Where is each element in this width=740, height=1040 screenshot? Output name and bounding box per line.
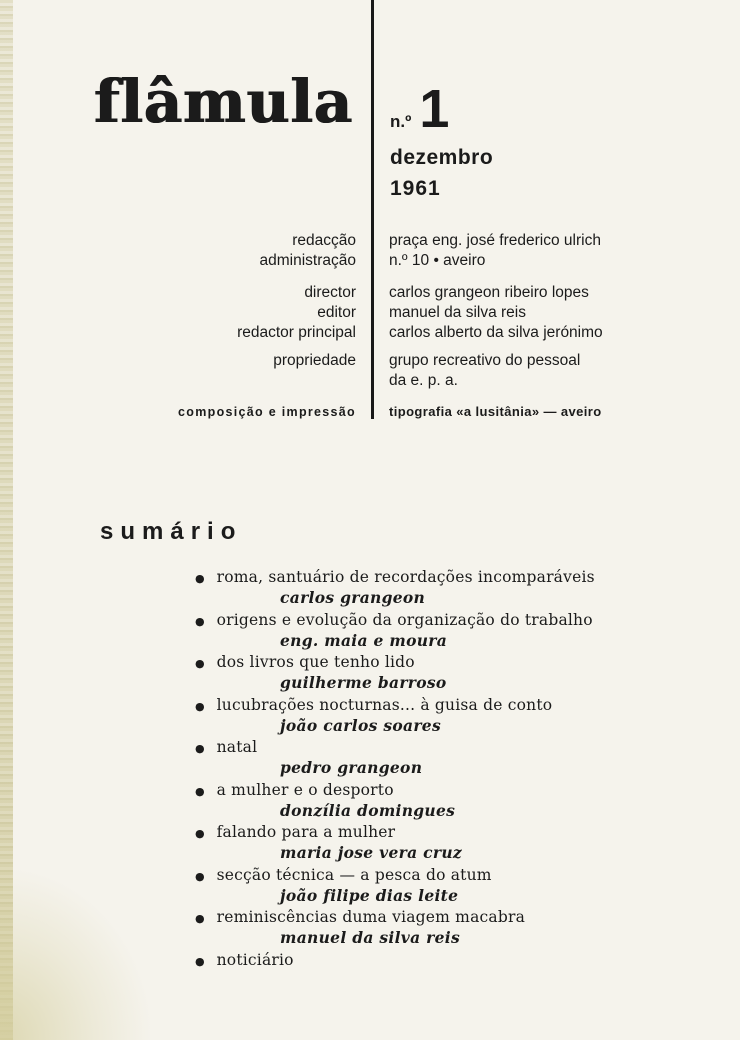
imprint-values-staff	[389, 283, 603, 343]
toc-item	[195, 696, 675, 735]
toc-item-title: roma, santuário de recordações incomparáveis	[216, 568, 595, 586]
toc-item-author: manuel da silva reis	[280, 928, 460, 947]
issue-year: 1961	[390, 177, 441, 200]
toc-item	[195, 653, 675, 692]
toc-item-title: reminiscências duma viagem macabra	[216, 908, 526, 926]
bullet-icon: ●	[195, 912, 205, 925]
bullet-icon: ●	[195, 784, 205, 798]
imprint-label: director	[304, 284, 356, 301]
toc-item-author: carlos grangeon	[280, 588, 426, 607]
imprint-labels-printing	[0, 402, 356, 422]
magazine-title: flâmula	[94, 67, 353, 136]
imprint-value: n.º 10 • aveiro	[389, 252, 486, 269]
issue-number-label: n.º	[390, 112, 412, 131]
bullet-icon: ●	[195, 869, 205, 883]
toc-item	[195, 823, 675, 862]
toc-item-title: a mulher e o desporto	[216, 780, 394, 799]
bullet-icon: ●	[195, 614, 205, 628]
toc-title-line	[195, 611, 675, 631]
toc-title-line	[195, 653, 675, 673]
toc-item	[195, 568, 675, 607]
toc-title-line	[195, 908, 675, 928]
toc-item-author: guilherme barroso	[280, 673, 447, 692]
imprint-values-redaction	[389, 231, 601, 271]
imprint-label: redacção	[292, 232, 356, 249]
toc-item	[195, 908, 675, 947]
imprint-labels-redaction	[0, 231, 356, 271]
imprint-values-ownership	[389, 351, 580, 391]
toc-item-author: joão filipe dias leite	[280, 885, 459, 905]
bullet-icon: ●	[195, 699, 205, 713]
imprint-values-printing	[389, 402, 602, 422]
imprint-label: propriedade	[273, 352, 356, 369]
imprint-label: composição e impressão	[178, 405, 356, 419]
bullet-icon: ●	[195, 742, 205, 755]
toc-item-title: secção técnica — a pesca do atum	[216, 865, 492, 884]
imprint-value: carlos alberto da silva jerónimo	[389, 324, 603, 341]
imprint-labels-staff	[0, 283, 356, 343]
toc-item-title: falando para a mulher	[216, 823, 396, 841]
bullet-icon: ●	[195, 827, 205, 840]
toc-title-line	[195, 951, 675, 971]
toc-item-title: lucubrações nocturnas... à guisa de conto	[216, 695, 553, 714]
toc-item	[195, 781, 675, 820]
toc-item-author: donzília domingues	[280, 800, 456, 820]
toc-title-line	[195, 738, 675, 758]
imprint-value: carlos grangeon ribeiro lopes	[389, 284, 589, 301]
imprint-label: redactor principal	[237, 324, 356, 341]
toc-title-line	[195, 568, 675, 588]
issue-month: dezembro	[390, 146, 494, 169]
issue-block	[390, 79, 450, 139]
imprint-value: grupo recreativo do pessoal	[389, 352, 581, 369]
table-of-contents	[195, 568, 675, 974]
toc-item-author: joão carlos soares	[280, 715, 441, 735]
toc-item-title: natal	[216, 738, 258, 756]
toc-item-author: maria jose vera cruz	[280, 843, 463, 862]
toc-title-line	[195, 823, 675, 843]
toc-item-author: eng. maia e moura	[280, 630, 448, 650]
scan-corner-stain	[0, 870, 150, 1040]
bullet-icon: ●	[195, 954, 205, 968]
toc-item-author: pedro grangeon	[280, 758, 423, 777]
issue-number: 1	[419, 79, 450, 139]
toc-item-title: origens e evolução da organização do trabalho	[216, 610, 593, 629]
bullet-icon: ●	[195, 572, 205, 585]
imprint-label: administração	[259, 252, 356, 269]
imprint-value: da e. p. a.	[389, 372, 458, 389]
toc-title-line	[195, 781, 675, 801]
imprint-value: manuel da silva reis	[389, 304, 526, 321]
imprint-label: editor	[317, 304, 356, 321]
toc-title-line	[195, 866, 675, 886]
toc-item-title: noticiário	[216, 950, 294, 969]
imprint-value: tipografia «a lusitânia» — aveiro	[389, 404, 602, 419]
summary-heading: sumário	[100, 518, 243, 545]
toc-title-line	[195, 696, 675, 716]
toc-item	[195, 951, 675, 971]
toc-item	[195, 866, 675, 905]
imprint-labels-ownership	[0, 351, 356, 371]
vertical-divider-rule	[371, 0, 374, 419]
toc-item-title: dos livros que tenho lido	[216, 653, 415, 671]
toc-item	[195, 611, 675, 650]
toc-item	[195, 738, 675, 777]
bullet-icon: ●	[195, 657, 205, 670]
imprint-value: praça eng. josé frederico ulrich	[389, 232, 601, 249]
